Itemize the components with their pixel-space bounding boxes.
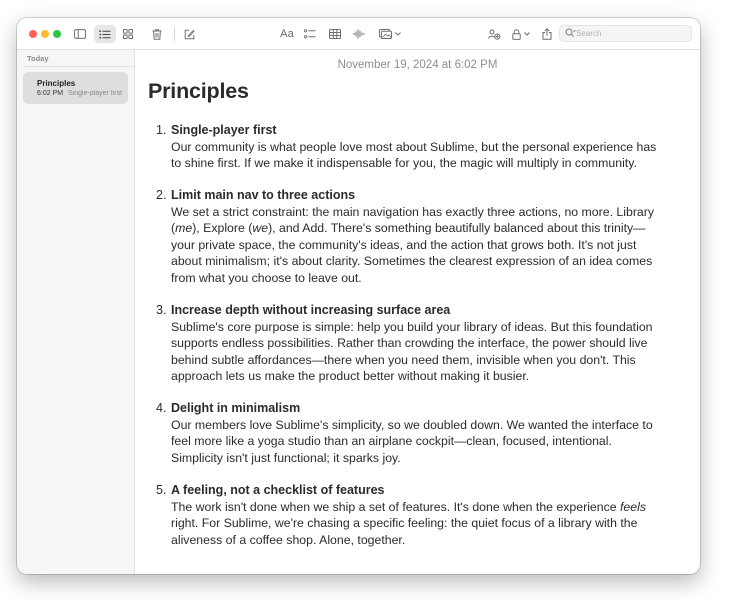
item-heading: A feeling, not a checklist of features [171, 483, 385, 497]
gallery-view-button[interactable] [120, 25, 136, 43]
lock-icon [512, 29, 521, 40]
item-line: Simplicity isn't just functional; it sparks joy. [171, 450, 401, 465]
zoom-window-button[interactable] [53, 30, 61, 38]
audio-button[interactable] [352, 25, 366, 43]
search-field[interactable] [559, 25, 692, 42]
item-heading: Limit main nav to three actions [171, 188, 356, 202]
item-line: behind subtle affordances—there when you need them, invisible when you don't. This [171, 352, 636, 367]
text-run: The work isn't done when we ship a set of features. It's done when the experience [171, 500, 621, 514]
text-run: ), and Add. There's something beautifully balanced about this trinity— [268, 221, 646, 236]
toolbar-divider [174, 27, 175, 41]
item-number: 2. [156, 188, 167, 202]
grid-icon [123, 29, 133, 39]
item-body [171, 417, 693, 466]
item-heading: Single-player first [171, 123, 277, 137]
item-body [171, 499, 693, 548]
item-line: approach lets us make the product better without making it busier. [171, 369, 530, 384]
close-window-button[interactable] [29, 30, 37, 38]
note-date: November 19, 2024 at 6:02 PM [337, 59, 498, 71]
list-view-button[interactable] [94, 25, 116, 43]
list-view-icon [99, 30, 111, 39]
item-body [171, 139, 693, 172]
item-line: right. For Sublime, we're chasing a specific feeling: the quiet focus of a library with the [171, 516, 638, 531]
new-note-button[interactable] [182, 25, 196, 43]
table-button[interactable] [328, 25, 342, 43]
search-input[interactable] [576, 26, 686, 41]
item-line: Sublime's core purpose is simple: help you build your library of ideas. But this foundation [171, 320, 653, 334]
item-number: 5. [156, 483, 167, 497]
lock-menu-button[interactable] [511, 25, 531, 43]
item-line: supports endless possibilities. Rather than crowding the interface, the power should live [171, 336, 648, 351]
compose-icon [184, 29, 195, 40]
item-line: Our members love Sublime's simplicity, so we doubled down. We wanted the interface to [171, 418, 653, 432]
chevron-down-icon [524, 32, 530, 36]
item-heading: Increase depth without increasing surface area [171, 303, 451, 317]
item-line: about minimalism; it's about clarity. Sometimes the clearest expression of an idea comes [171, 254, 653, 269]
notes-window [17, 18, 700, 574]
italic-run: me [175, 221, 193, 236]
item-line: Our community is what people love most about Sublime, but the personal experience has [171, 140, 657, 154]
item-line: We set a strict constraint: the main navigation has exactly three actions, no more. Library [171, 205, 654, 219]
note-list-item-principles[interactable] [23, 72, 128, 104]
checklist-button[interactable] [303, 25, 317, 43]
format-button[interactable] [279, 25, 295, 43]
italic-run: feels [620, 500, 646, 514]
item-heading: Delight in minimalism [171, 401, 301, 415]
sidebar-icon [74, 29, 86, 39]
checklist-icon [304, 29, 316, 39]
note-list-snippet: Single-player first [68, 90, 123, 97]
item-line: your private space, the community's ideas, and the action that grows both. It's not just [171, 237, 637, 252]
note-list-title: Principles [37, 79, 76, 88]
notes-sidebar [17, 50, 135, 574]
item-line [171, 499, 693, 515]
chevron-down-icon [395, 32, 401, 36]
item-number: 4. [156, 401, 167, 415]
sidebar-divider [23, 66, 134, 67]
item-line: to shine first. If we make it indispensable for you, the magic will multiply in community. [171, 156, 637, 171]
media-menu-button[interactable] [377, 25, 403, 43]
note-editor[interactable] [135, 50, 700, 574]
item-body [171, 319, 693, 385]
collaborate-button[interactable] [486, 25, 502, 43]
italic-run: we [252, 221, 269, 236]
text-run: ( [171, 221, 176, 236]
share-button[interactable] [541, 25, 553, 43]
table-icon [329, 29, 341, 39]
share-icon [542, 28, 552, 40]
text-run: ), Explore ( [192, 221, 253, 236]
format-label: Aa [280, 28, 294, 40]
delete-note-button[interactable] [150, 25, 164, 43]
item-body [171, 204, 693, 286]
item-number: 3. [156, 303, 167, 317]
item-line [171, 220, 693, 236]
item-line: aliveness of a coffee shop. Alone, together. [171, 532, 406, 547]
toolbar [17, 18, 700, 50]
note-title: Principles [148, 79, 249, 103]
minimize-window-button[interactable] [41, 30, 49, 38]
sidebar-section-today: Today [27, 54, 49, 63]
photo-icon [379, 29, 392, 39]
waveform-icon [353, 29, 365, 39]
item-number: 1. [156, 123, 167, 137]
note-list-time: 6:02 PM [37, 90, 64, 97]
collaborate-icon [488, 29, 501, 40]
item-line: feel more like a yoga studio than an airplane cockpit—clean, focused, intentional. [171, 434, 612, 449]
sidebar-toggle-button[interactable] [72, 25, 88, 43]
search-icon [565, 28, 576, 38]
trash-icon [152, 29, 162, 40]
item-line: from what you choose to leave out. [171, 270, 362, 285]
